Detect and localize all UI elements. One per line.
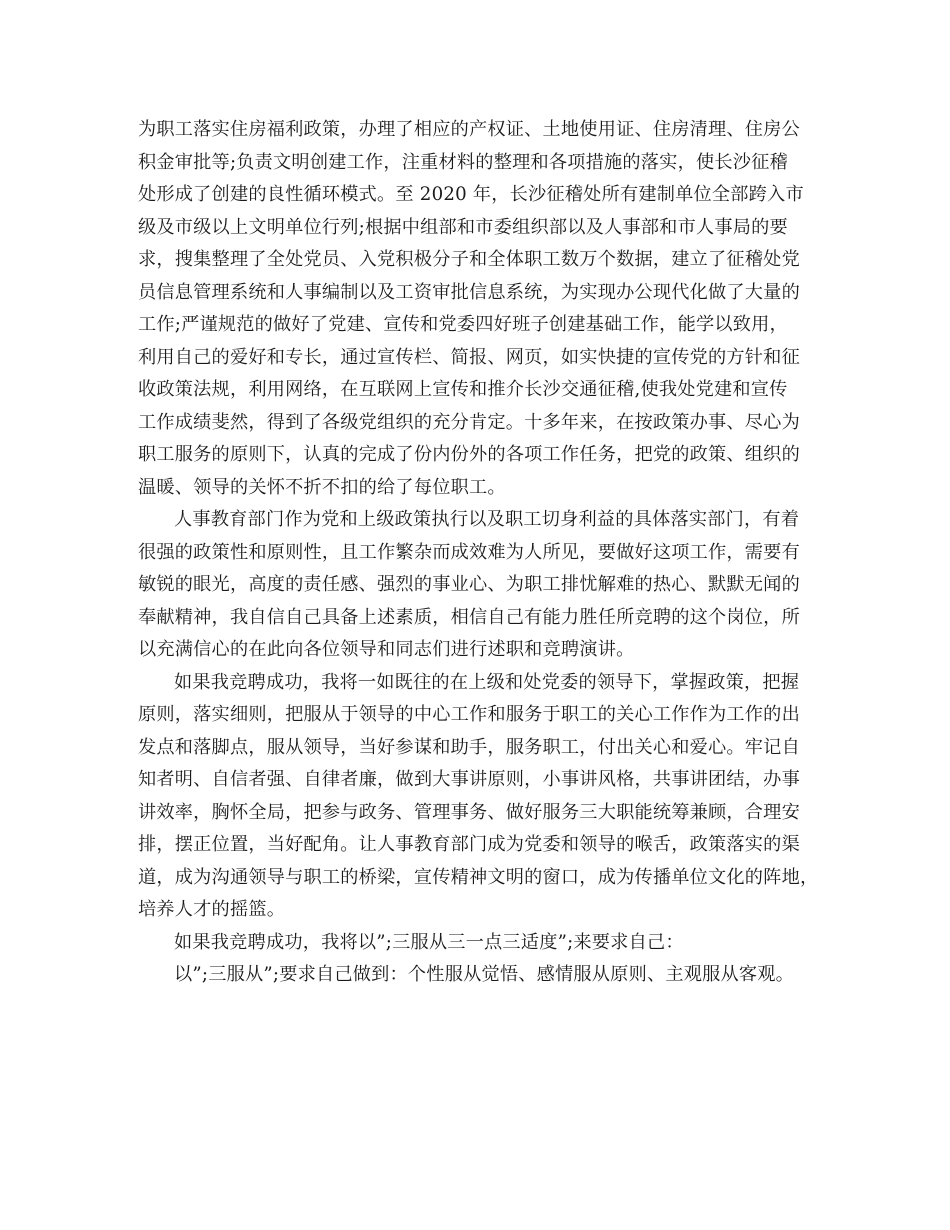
paragraph-start-line: 如果我竞聘成功，我将一如既往的在上级和处党委的领导下，掌握政策，把握 (174, 671, 800, 693)
text-line: 培养人才的摇篮。 (138, 899, 286, 920)
document-body (138, 114, 828, 992)
text-line: 很强的政策性和原则性，且工作繁杂而成效难为人所见，要做好这项工作，需要有 (138, 541, 800, 563)
text-line: 奉献精神，我自信自己具备上述素质，相信自己有能力胜任所竞聘的这个岗位，所 (138, 606, 800, 628)
text-line: 知者明、自信者强、自律者廉，做到大事讲原则，小事讲风格，共事讲团结，办事 (138, 769, 800, 790)
text-line: 工作成绩斐然，得到了各级党组织的充分肯定。十多年来，在按政策办事、尽心为 (138, 411, 800, 433)
paragraph-start-line: 如果我竞聘成功，我将以”;三服从三一点三适度”;来要求自己： (174, 931, 684, 953)
text-line: 求，搜集整理了全处党员、入党积极分子和全体职工数万个数据，建立了征稽处党 (138, 249, 800, 270)
text-line: 职工服务的原则下，认真的完成了份内份外的各项工作任务，把党的政策、组织的 (138, 444, 800, 465)
text-line: 排，摆正位置，当好配角。让人事教育部门成为党委和领导的喉舌，政策落实的渠 (138, 834, 800, 855)
text-line: 温暖、领导的关怀不折不扣的给了每位职工。 (138, 476, 506, 498)
text-line: 工作;严谨规范的做好了党建、宣传和党委四好班子创建基础工作，能学以致用， (138, 314, 788, 335)
text-line: 级及市级以上文明单位行列;根据中组部和市委组织部以及人事部和市人事局的要 (138, 216, 788, 238)
text-line: 处形成了创建的良性循环模式。至 2020 年，长沙征稽处所有建制单位全部跨入市 (138, 184, 804, 205)
text-line: 积金审批等;负责文明创建工作，注重材料的整理和各项措施的落实，使长沙征稽 (138, 151, 788, 173)
paragraph-start-line: 人事教育部门作为党和上级政策执行以及职工切身利益的具体落实部门，有着 (174, 509, 800, 530)
text-line: 道，成为沟通领导与职工的桥梁，宣传精神文明的窗口，成为传播单位文化的阵地， (138, 866, 819, 888)
text-line: 以充满信心的在此向各位领导和同志们进行述职和竞聘演讲。 (138, 639, 635, 660)
paragraph-start-line: 以”;三服从”;要求自己做到：个性服从觉悟、感情服从原则、主观服从客观。 (174, 964, 795, 985)
text-line: 收政策法规，利用网络，在互联网上宣传和推介长沙交通征稽,使我处党建和宣传 (138, 379, 788, 400)
text-line: 员信息管理系统和人事编制以及工资审批信息系统，为实现办公现代化做了大量的 (138, 281, 800, 303)
text-line: 敏锐的眼光，高度的责任感、强烈的事业心、为职工排忧解难的热心、默默无闻的 (138, 574, 800, 595)
text-line: 发点和落脚点，服从领导，当好参谋和助手，服务职工，付出关心和爱心。牢记自 (138, 736, 800, 758)
text-line: 利用自己的爱好和专长，通过宣传栏、简报、网页，如实快捷的宣传党的方针和征 (138, 346, 800, 368)
text-line: 为职工落实住房福利政策，办理了相应的产权证、土地使用证、住房清理、住房公 (138, 119, 800, 140)
text-line: 原则，落实细则，把服从于领导的中心工作和服务于职工的关心工作作为工作的出 (138, 704, 800, 725)
text-line: 讲效率，胸怀全局，把参与政务、管理事务、做好服务三大职能统筹兼顾，合理安 (138, 801, 800, 823)
